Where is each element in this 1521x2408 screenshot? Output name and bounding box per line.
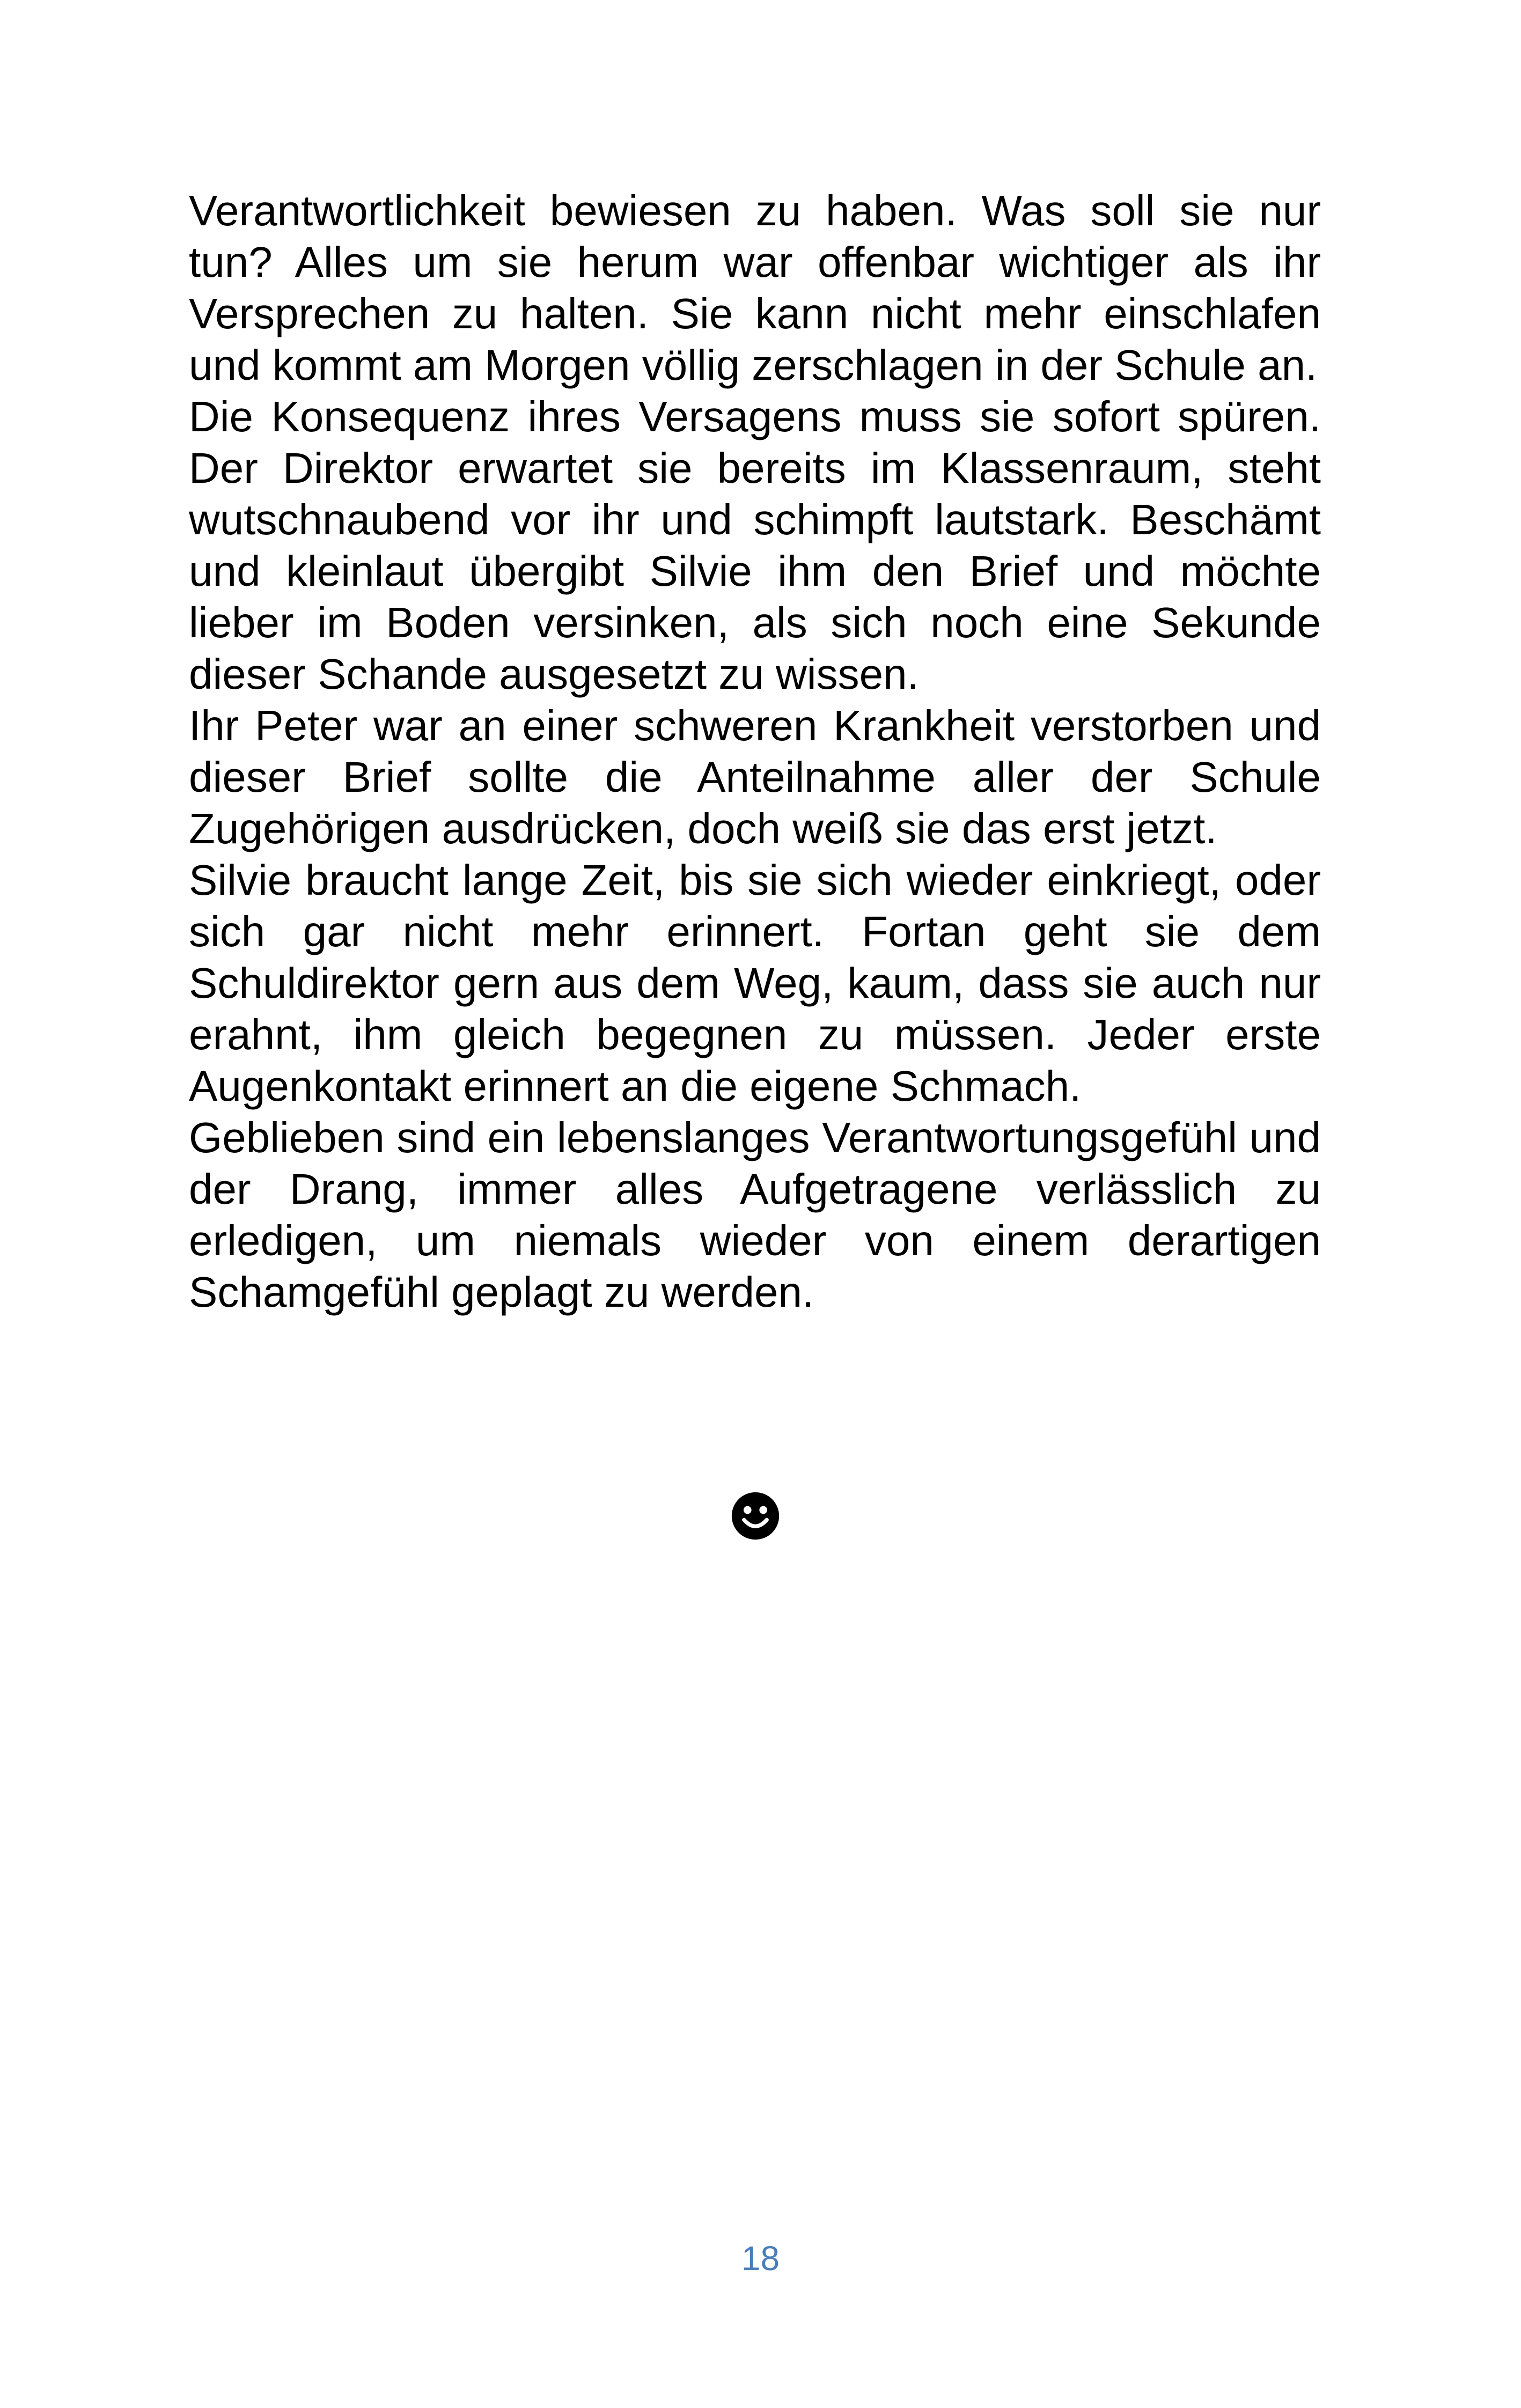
paragraph: Die Konsequenz ihres Versagens muss sie sofort spüren. Der Direktor erwartet sie bereits im Klassenraum, steht wutschnaubend vor ihr und schimpft lautstark. Beschämt und kleinlaut übergibt Silvie ihm den Brief und möchte lieber im Boden versinken, als sich noch eine Sekunde dieser Schande ausgesetzt zu wissen. <box>189 393 1321 698</box>
paragraph: Silvie braucht lange Zeit, bis sie sich wieder einkriegt, oder sich gar nicht mehr erinnert. Fortan geht sie dem Schuldirektor gern aus dem Weg, kaum, dass sie auch nur erahnt, ihm gleich begegnen zu müssen. Jeder erste Augenkontakt erinnert an die eigene Schmach. <box>189 856 1321 1110</box>
paragraph: Geblieben sind ein lebenslanges Verantwortungsgefühl und der Drang, immer alles Aufgetragene verlässlich zu erledigen, um niemals wieder von einem derartigen Schamgefühl geplagt zu werden. <box>189 1114 1321 1316</box>
page-number: 18 <box>741 2239 780 2278</box>
body-text <box>189 185 1321 1318</box>
smiley-icon <box>731 1491 780 1541</box>
paragraph: Verantwortlichkeit bewiesen zu haben. Was soll sie nur tun? Alles um sie herum war offenbar wichtiger als ihr Versprechen zu halten. Sie kann nicht mehr einschlafen und kommt am Morgen völlig zerschlagen in der Schule an. <box>189 187 1321 389</box>
paragraph: Ihr Peter war an einer schweren Krankheit verstorben und dieser Brief sollte die Anteilnahme aller der Schule Zugehörigen ausdrücken, doch weiß sie das erst jetzt. <box>189 702 1321 852</box>
